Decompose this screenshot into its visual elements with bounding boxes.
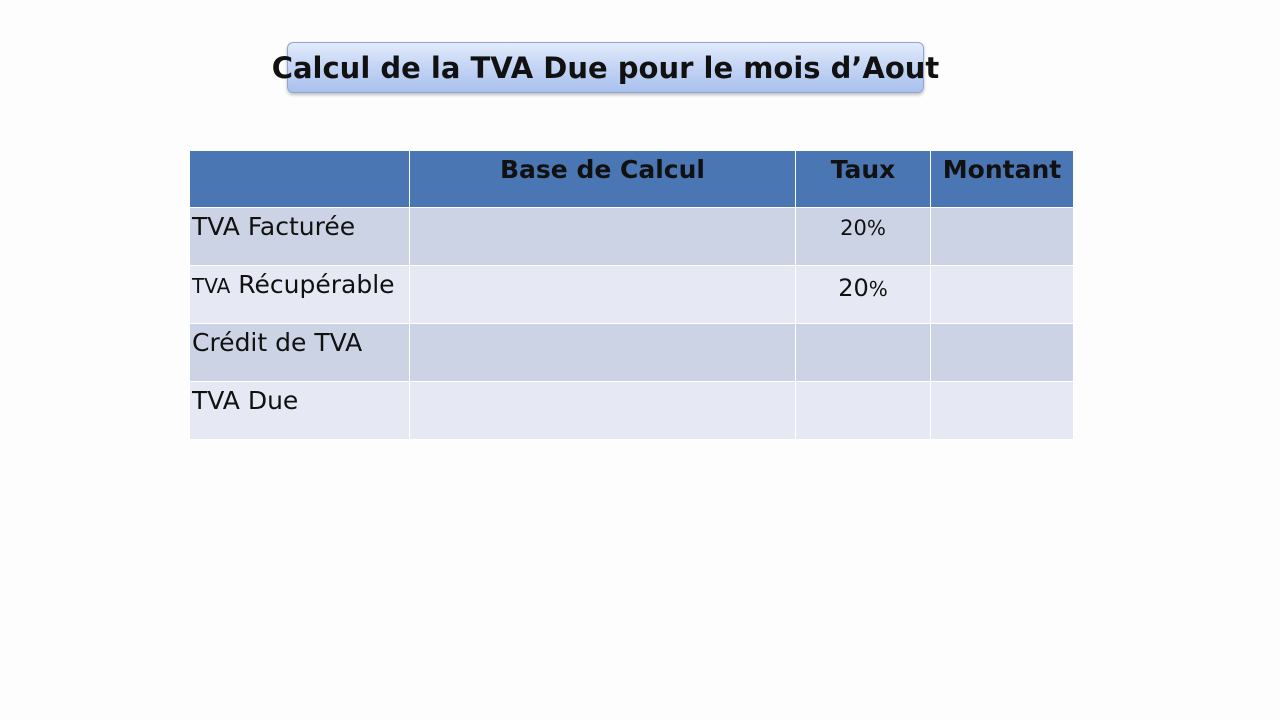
- vat-table: [189, 150, 1074, 440]
- rate-percent: %: [866, 216, 886, 240]
- header-base-de-calcul: Base de Calcul: [410, 151, 796, 208]
- table-row-tva-facturee: [190, 208, 1074, 266]
- table-row-tva-recuperable: [190, 266, 1074, 324]
- amount-cell: [931, 382, 1074, 440]
- rate-value: 20: [838, 274, 869, 302]
- amount-cell: [931, 324, 1074, 382]
- row-label: Crédit de TVA: [190, 324, 410, 382]
- amount-cell: [931, 208, 1074, 266]
- table-row-tva-due: [190, 382, 1074, 440]
- slide-title: Calcul de la TVA Due pour le mois d’Aout: [271, 50, 940, 85]
- header-montant: Montant: [931, 151, 1074, 208]
- row-label: TVA Due: [190, 382, 410, 440]
- rate-value: 20: [840, 216, 867, 240]
- rate-percent: %: [868, 277, 888, 301]
- amount-cell: [931, 266, 1074, 324]
- base-cell: [410, 382, 796, 440]
- base-cell: [410, 266, 796, 324]
- row-label: TVA Facturée: [190, 208, 410, 266]
- header-empty: [190, 151, 410, 208]
- title-box: [271, 42, 940, 93]
- rate-cell: [796, 208, 931, 266]
- row-label-prefix: TVA: [192, 274, 231, 298]
- header-taux: Taux: [796, 151, 931, 208]
- rate-cell: [796, 266, 931, 324]
- base-cell: [410, 324, 796, 382]
- rate-cell: [796, 382, 931, 440]
- rate-cell: [796, 324, 931, 382]
- table-row-credit-de-tva: [190, 324, 1074, 382]
- table-header-row: [190, 151, 1074, 208]
- row-label: [190, 266, 410, 324]
- base-cell: [410, 208, 796, 266]
- row-label-rest: Récupérable: [230, 270, 395, 299]
